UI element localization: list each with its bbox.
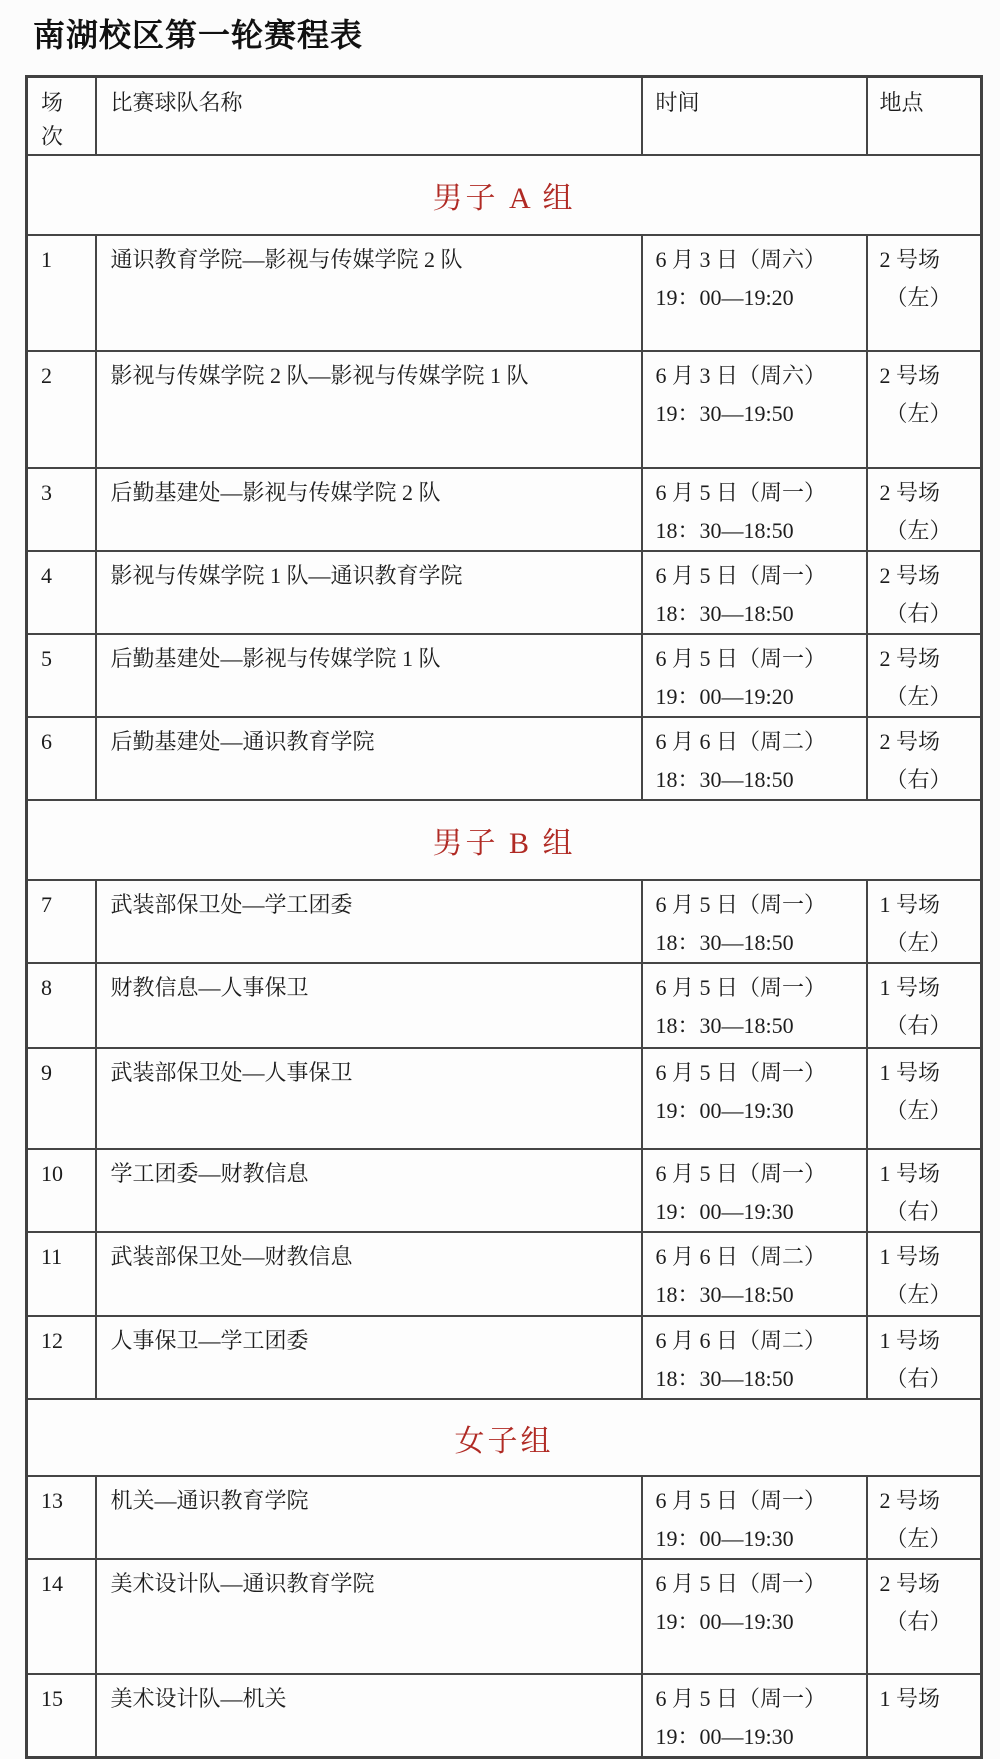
venue-court: 2 号场: [879, 1488, 941, 1513]
match-venue: [867, 1316, 982, 1399]
match-timerange: 19：00—19:30: [655, 1199, 794, 1224]
match-timerange: 18：30—18:50: [655, 767, 794, 792]
match-time: [642, 880, 867, 963]
table-row: [27, 1559, 982, 1674]
match-time: [642, 1559, 867, 1674]
match-date: 6 月 5 日（周一）: [655, 646, 827, 671]
venue-side: （左）: [885, 1282, 952, 1307]
match-venue: [867, 1048, 982, 1149]
header-venue-label: 地点: [879, 90, 924, 115]
venue-court: 2 号场: [879, 1571, 941, 1596]
match-timerange: 19：00—19:20: [655, 285, 794, 310]
match-teams: 美术设计队—通识教育学院: [96, 1559, 642, 1674]
match-teams: 武装部保卫处—学工团委: [96, 880, 642, 963]
venue-court: 1 号场: [879, 975, 941, 1000]
match-timerange: 19：00—19:30: [655, 1526, 794, 1551]
schedule-table: [25, 75, 983, 1759]
venue-court: 1 号场: [879, 1244, 941, 1269]
venue-court: 1 号场: [879, 1060, 941, 1085]
match-timerange: 19：00—19:30: [655, 1098, 794, 1123]
match-number: 8: [27, 963, 96, 1048]
match-number: 11: [27, 1232, 96, 1316]
venue-side: （左）: [885, 518, 952, 543]
match-number: 4: [27, 551, 96, 634]
header-venue: [867, 77, 982, 156]
venue-side: （左）: [885, 401, 952, 426]
match-number: 2: [27, 351, 96, 468]
table-row: [27, 1476, 982, 1559]
header-teams-label: 比赛球队名称: [110, 90, 243, 115]
group-band-mens-b: 男子 B 组: [27, 800, 982, 880]
match-time: [642, 468, 867, 551]
match-date: 6 月 5 日（周一）: [655, 1571, 827, 1596]
match-teams: 后勤基建处—影视与传媒学院 2 队: [96, 468, 642, 551]
group-band-row: [27, 1399, 982, 1476]
venue-side: （右）: [885, 1013, 952, 1038]
match-number: 5: [27, 634, 96, 717]
match-time: [642, 351, 867, 468]
match-number: 6: [27, 717, 96, 800]
match-time: [642, 717, 867, 800]
match-number: 12: [27, 1316, 96, 1399]
match-time: [642, 1149, 867, 1232]
match-number: 3: [27, 468, 96, 551]
venue-side: （左）: [885, 684, 952, 709]
match-timerange: 19：30—19:50: [655, 401, 794, 426]
venue-side: （右）: [885, 601, 952, 626]
match-teams: 财教信息—人事保卫: [96, 963, 642, 1048]
match-number: 1: [27, 235, 96, 351]
group-band-mens-a: 男子 A 组: [27, 155, 982, 235]
match-venue: [867, 1559, 982, 1674]
match-teams: 武装部保卫处—人事保卫: [96, 1048, 642, 1149]
table-row: [27, 717, 982, 800]
match-date: 6 月 5 日（周一）: [655, 563, 827, 588]
match-venue: [867, 351, 982, 468]
match-venue: [867, 235, 982, 351]
header-time: [642, 77, 867, 156]
table-row: [27, 880, 982, 963]
match-date: 6 月 6 日（周二）: [655, 1244, 827, 1269]
venue-court: 1 号场: [879, 1328, 941, 1353]
header-match-no-label: 场次: [41, 90, 64, 149]
group-band-row: [27, 155, 982, 235]
table-row: [27, 1316, 982, 1399]
match-date: 6 月 5 日（周一）: [655, 1161, 827, 1186]
venue-side: （右）: [885, 1199, 952, 1224]
match-teams: 机关—通识教育学院: [96, 1476, 642, 1559]
match-venue: [867, 551, 982, 634]
table-row: [27, 351, 982, 468]
table-row: [27, 235, 982, 351]
header-time-label: 时间: [655, 90, 700, 115]
table-row: [27, 551, 982, 634]
venue-court: 2 号场: [879, 563, 941, 588]
match-number: 7: [27, 880, 96, 963]
match-date: 6 月 5 日（周一）: [655, 480, 827, 505]
table-row: [27, 634, 982, 717]
group-band-row: [27, 800, 982, 880]
match-date: 6 月 3 日（周六）: [655, 363, 827, 388]
header-match-no: [27, 77, 96, 156]
page-title: 南湖校区第一轮赛程表: [33, 17, 364, 53]
venue-court: 1 号场: [879, 1161, 941, 1186]
match-teams: 影视与传媒学院 2 队—影视与传媒学院 1 队: [96, 351, 642, 468]
venue-side: （左）: [885, 930, 952, 955]
match-number: 14: [27, 1559, 96, 1674]
match-venue: [867, 1674, 982, 1758]
venue-court: 2 号场: [879, 480, 941, 505]
match-time: [642, 634, 867, 717]
match-time: [642, 235, 867, 351]
venue-side: （右）: [885, 767, 952, 792]
match-date: 6 月 6 日（周二）: [655, 1328, 827, 1353]
match-venue: [867, 1476, 982, 1559]
table-row: [27, 1674, 982, 1758]
table-header-row: [27, 77, 982, 156]
match-time: [642, 1232, 867, 1316]
match-timerange: 18：30—18:50: [655, 1366, 794, 1391]
venue-side: （左）: [885, 285, 952, 310]
match-timerange: 18：30—18:50: [655, 1013, 794, 1038]
match-venue: [867, 963, 982, 1048]
match-timerange: 18：30—18:50: [655, 601, 794, 626]
table-row: [27, 1232, 982, 1316]
match-teams: 美术设计队—机关: [96, 1674, 642, 1758]
match-time: [642, 1048, 867, 1149]
group-band-womens: 女子组: [27, 1399, 982, 1476]
match-time: [642, 1476, 867, 1559]
match-date: 6 月 5 日（周一）: [655, 1686, 827, 1711]
match-time: [642, 551, 867, 634]
venue-court: 2 号场: [879, 363, 941, 388]
match-teams: 后勤基建处—通识教育学院: [96, 717, 642, 800]
match-teams: 通识教育学院—影视与传媒学院 2 队: [96, 235, 642, 351]
match-number: 10: [27, 1149, 96, 1232]
venue-side: （右）: [885, 1609, 952, 1634]
match-timerange: 18：30—18:50: [655, 1282, 794, 1307]
match-timerange: 18：30—18:50: [655, 930, 794, 955]
match-venue: [867, 717, 982, 800]
venue-side: （左）: [885, 1098, 952, 1123]
match-time: [642, 1316, 867, 1399]
match-date: 6 月 5 日（周一）: [655, 892, 827, 917]
match-date: 6 月 3 日（周六）: [655, 247, 827, 272]
match-time: [642, 1674, 867, 1758]
match-number: 9: [27, 1048, 96, 1149]
match-timerange: 19：00—19:20: [655, 684, 794, 709]
table-row: [27, 1048, 982, 1149]
venue-court: 2 号场: [879, 646, 941, 671]
venue-court: 1 号场: [879, 892, 941, 917]
venue-court: 1 号场: [879, 1686, 941, 1711]
match-time: [642, 963, 867, 1048]
match-date: 6 月 5 日（周一）: [655, 1060, 827, 1085]
match-venue: [867, 1149, 982, 1232]
venue-side: （右）: [885, 1366, 952, 1391]
match-venue: [867, 1232, 982, 1316]
match-timerange: 18：30—18:50: [655, 518, 794, 543]
header-teams: [96, 77, 642, 156]
match-number: 13: [27, 1476, 96, 1559]
venue-court: 2 号场: [879, 729, 941, 754]
match-venue: [867, 468, 982, 551]
venue-side: （左）: [885, 1526, 952, 1551]
table-row: [27, 1149, 982, 1232]
match-number: 15: [27, 1674, 96, 1758]
match-teams: 后勤基建处—影视与传媒学院 1 队: [96, 634, 642, 717]
match-venue: [867, 634, 982, 717]
match-date: 6 月 6 日（周二）: [655, 729, 827, 754]
venue-court: 2 号场: [879, 247, 941, 272]
match-teams: 学工团委—财教信息: [96, 1149, 642, 1232]
match-timerange: 19：00—19:30: [655, 1724, 794, 1749]
table-row: [27, 963, 982, 1048]
match-teams: 武装部保卫处—财教信息: [96, 1232, 642, 1316]
match-timerange: 19：00—19:30: [655, 1609, 794, 1634]
match-teams: 影视与传媒学院 1 队—通识教育学院: [96, 551, 642, 634]
match-teams: 人事保卫—学工团委: [96, 1316, 642, 1399]
match-date: 6 月 5 日（周一）: [655, 975, 827, 1000]
match-date: 6 月 5 日（周一）: [655, 1488, 827, 1513]
table-row: [27, 468, 982, 551]
match-venue: [867, 880, 982, 963]
